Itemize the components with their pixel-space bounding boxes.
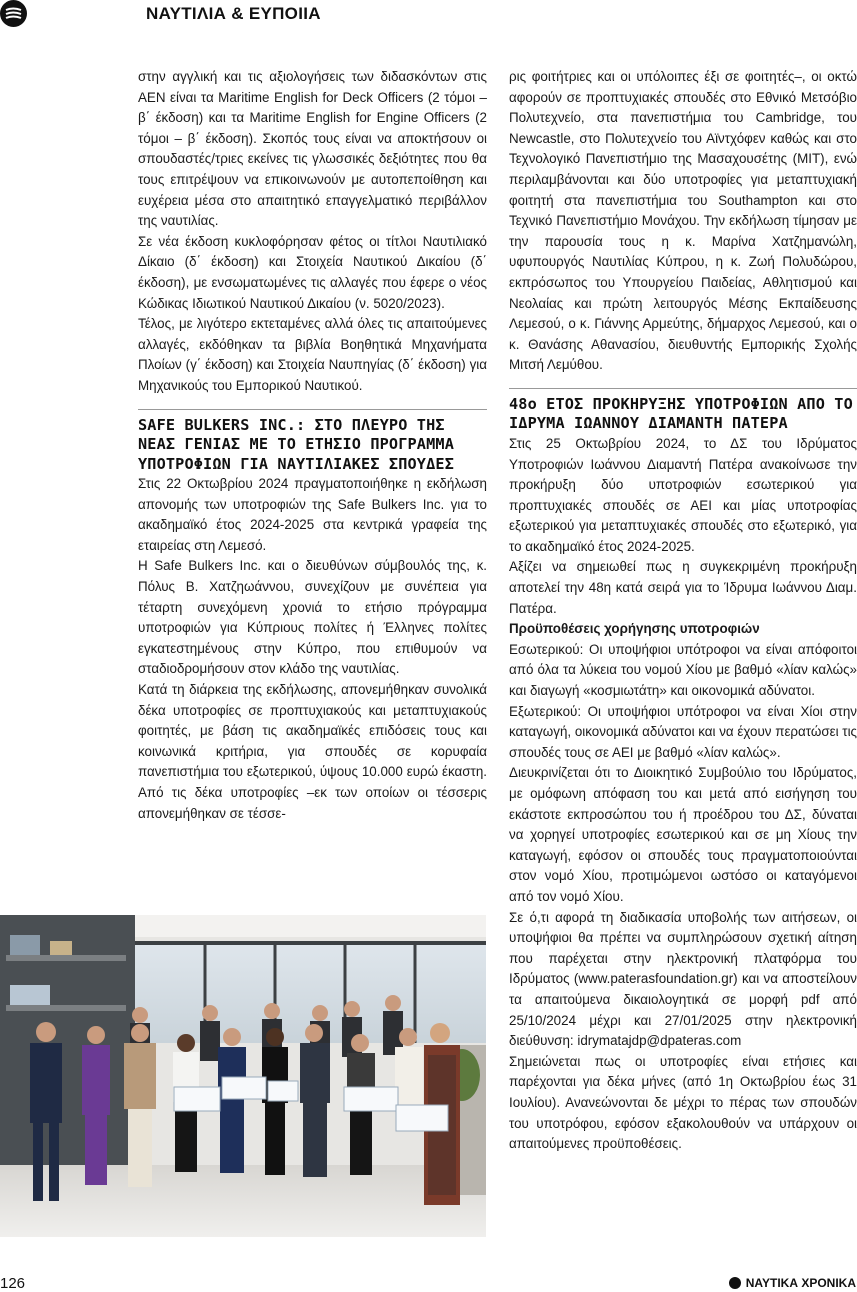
paragraph: Διευκρινίζεται ότι το Διοικητικό Συμβούλιο του Ιδρύματος, με ομόφωνη απόφαση του και μετά από εισήγηση του εκάστοτε εκπροσώπου του ή προέδρου του ΔΣ, δύναται να χορηγεί υποτροφίες εσωτερικού και σε μη Χίους την καταγωγή, εφόσον οι σπουδές τους πραγματοποιούνται στον νομό Χίου, προτιμώμενοι ωστόσο οι καταγόμενοι από τον νομό Χίου. bbox=[509, 765, 857, 904]
left-column bbox=[138, 67, 487, 824]
article-heading-pateras-foundation: 48ο ΕΤΟΣ ΠΡΟΚΗΡΥΞΗΣ ΥΠΟΤΡΟΦΙΩΝ ΑΠΟ ΤΟ ΙΔΡΥΜΑ ΙΩΑΝΝΟΥ ΔΙΑΜΑΝΤΗ ΠΑΤΕΡΑ bbox=[509, 394, 853, 433]
divider bbox=[509, 388, 857, 389]
divider bbox=[138, 409, 487, 410]
paragraph: Στις 25 Οκτωβρίου 2024, το ΔΣ του Ιδρύματος Υποτροφιών Ιωάννου Διαμαντή Πατέρα ανακοίνωσε την προκήρυξη δύο υποτροφιών εσωτερικού για προπτυχιακές σπουδές σε ΑΕΙ και μίας υποτροφίας εξωτερικού για μεταπτυχιακές σπουδές στο εξωτερικό, για το ακαδημαϊκό έτος 2024-2025. bbox=[509, 435, 857, 554]
paragraph: Εσωτερικού: Οι υποψήφιοι υπότροφοι να είναι απόφοιτοι από όλα τα λύκεια του νομού Χίου με βαθμό «λίαν καλώς» και διαγωγή «κοσμιωτάτη» και οικονομικά αδύνατοι. bbox=[509, 641, 857, 699]
right-column bbox=[509, 67, 857, 1155]
paragraph: στην αγγλική και τις αξιολογήσεις των διδασκόντων στις ΑΕΝ είναι τα Maritime English for Deck Officers (2 τόμοι – β΄ έκδοση) και τα Maritime English for Engine Officers (2 τόμοι – β΄ έκδοση). Σκοπός τους είναι να αποκτήσουν οι σπουδαστές/τριες εκείνες τις γλωσσικές δεξιότητες που θα τους επιτρέψουν να επικοινωνούν με αυτοπεποίθηση και ευχέρεια μέσα στο απαιτητικό επαγγελματικό περιβάλλον της ναυτιλίας. bbox=[138, 69, 487, 229]
section-logo-icon bbox=[0, 0, 27, 27]
paragraph: Αξίζει να σημειωθεί πως η συγκεκριμένη προκήρυξη αποτελεί την 48η κατά σειρά για το Ίδρυμα Ιωάννου Διαμ. Πατέρα. bbox=[509, 559, 857, 616]
paragraph: Στις 22 Οκτωβρίου 2024 πραγματοποιήθηκε η εκδήλωση απονομής των υποτροφιών της Safe Bulkers Inc. για το ακαδημαϊκό έτος 2024-2025 στα κεντρικά γραφεία της εταιρείας στη Λεμεσό. bbox=[138, 476, 487, 553]
paragraph: ρις φοιτήτριες και οι υπόλοιπες έξι σε φοιτητές–, οι οκτώ αφορούν σε προπτυχιακές σπουδές στο Εθνικό Μετσόβιο Πολυτεχνείο, στα πανεπιστήμια του Cambridge, του Newcastle, στο Πολυτεχνείο του Αϊντχόφεν καθώς και στο Τεχνολογικό Πανεπιστήμιο της Μασαχουσέτης (MIT), ενώ περιλαμβάνονται και δύο υποτροφίες για μεταπτυχιακή φοιτητή στα πανεπιστήμια του Southampton και στο Τεχνικό Πανεπιστήμιο Μονάχου. Την εκδήλωση τίμησαν με την παρουσία τους η κ. Μαρίνα Χατζημανώλη, υφυπουργός Ναυτιλίας Κύπρου, η κ. Ζωή Πολυδώρου, εκπρόσωπος του Υπουργείου Παιδείας, Αθλητισμού και Νεολαίας και πρώτη λειτουργός Μέσης Εκπαίδευσης Λεμεσού, ο κ. Γιάννης Αρμεύτης, δήμαρχος Λεμεσού, και ο κ. Θανάσης Αθανασίου, διευθυντής Εμπορικής Σχολής Μιτσή Λεμύθου. bbox=[509, 69, 857, 373]
paragraph: Κατά τη διάρκεια της εκδήλωσης, απονεμήθηκαν συνολικά δέκα υποτροφίες σε προπτυχιακούς και μεταπτυχιακούς φοιτητές, με βάση τις ακαδημαϊκές επιδόσεις τους και κοινωνικά κριτήρια, για σπουδές σε κορυφαία πανεπιστήμια του εξωτερικού, ύψους 10.000 ευρώ έκαστη. Από τις δέκα υποτροφίες –εκ των οποίων οι τέσσερις απονεμήθηκαν σε τέσσε- bbox=[138, 681, 487, 821]
paragraph: Τέλος, με λιγότερο εκτεταμένες αλλά όλες τις απαιτούμενες αλλαγές, εκδόθηκαν τα βιβλία Βοηθητικά Μηχανήματα Πλοίων (γ΄ έκδοση) και Στοιχεία Ναυπηγίας (δ΄ έκδοση) για Μηχανικούς του Εμπορικού Ναυτικού. bbox=[138, 316, 487, 393]
paragraph: Σημειώνεται πως οι υποτροφίες είναι ετήσιες και παρέχονται για δέκα μήνες (από 1η Οκτωβρίου έως 31 Ιουλίου). Ανανεώνονται δε μέχρι το πέρας των σπουδών του υποτρόφου, εφόσον εξακολουθούν να υπάρχουν οι απαιτούμενες προϋποθέσεις. bbox=[509, 1053, 857, 1152]
brand-logo-icon bbox=[729, 1277, 741, 1289]
scholarship-ceremony-photo bbox=[0, 915, 486, 1237]
paragraph: Σε ό,τι αφορά τη διαδικασία υποβολής των αιτήσεων, οι υποψήφιοι θα πρέπει να συμπληρώσουν σχετική αίτηση που παρέχεται στην ηλεκτρονική πλατφόρμα του Ιδρύματος (www.paterasfoundation.gr) και να αποστείλουν τα απαιτούμενα δικαιολογητικά σε μορφή pdf από 25/10/2024 μέχρι και 27/01/2025 στην ηλεκτρονική διεύθυνση: idrymatajdp@dpateras.com bbox=[509, 909, 857, 1049]
article-heading-safe-bulkers: SAFE BULKERS INC.: ΣΤΟ ΠΛΕΥΡΟ ΤΗΣ ΝΕΑΣ ΓΕΝΙΑΣ ΜΕ ΤΟ ΕΤΗΣΙΟ ΠΡΟΓΡΑΜΜΑ ΥΠΟΤΡΟΦΙΩΝ ΓΙΑ ΝΑΥΤΙΛΙΑΚΕΣ ΣΠΟΥΔΕΣ bbox=[138, 415, 454, 473]
footer-brand bbox=[729, 1276, 856, 1290]
page-number: 126 bbox=[0, 1275, 26, 1292]
paragraph: Εξωτερικού: Οι υποψήφιοι υπότροφοι να είναι Χίοι στην καταγωγή, οικονομικά αδύνατοι και να έχουν περατώσει τις σπουδές τους σε ΑΕΙ με βαθμό «λίαν καλώς». bbox=[509, 703, 857, 760]
paragraph: Σε νέα έκδοση κυκλοφόρησαν φέτος οι τίτλοι Ναυτιλιακό Δίκαιο (δ΄ έκδοση) και Στοιχεία Ναυτικού Δικαίου (δ΄ έκδοση), με ενσωματωμένες τις αλλαγές που έφερε ο νέος Κώδικας Ιδιωτικού Ναυτικού Δικαίου (ν. 5020/2023). bbox=[138, 233, 487, 311]
conditions-subheading: Προϋποθέσεις χορήγησης υποτροφιών bbox=[509, 621, 760, 637]
section-title: ΝΑΥΤΙΛΙΑ & ΕΥΠΟΙΙΑ bbox=[146, 4, 321, 23]
brand-name: ΝΑΥΤΙΚΑ ΧΡΟΝΙΚΑ bbox=[745, 1276, 856, 1290]
paragraph: Η Safe Bulkers Inc. και ο διευθύνων σύμβουλός της, κ. Πόλυς Β. Χατζηωάννου, συνεχίζουν με συνέπεια για τέταρτη συνεχόμενη χρονιά το ετήσιο πρόγραμμα υποτροφιών για Κύπριους πολίτες ή Έλληνες πολίτες εγκατεστημένους στην Κύπρο, που επιθυμούν να σταδιοδρομήσουν στον κλάδο της ναυτιλίας. bbox=[138, 558, 487, 677]
